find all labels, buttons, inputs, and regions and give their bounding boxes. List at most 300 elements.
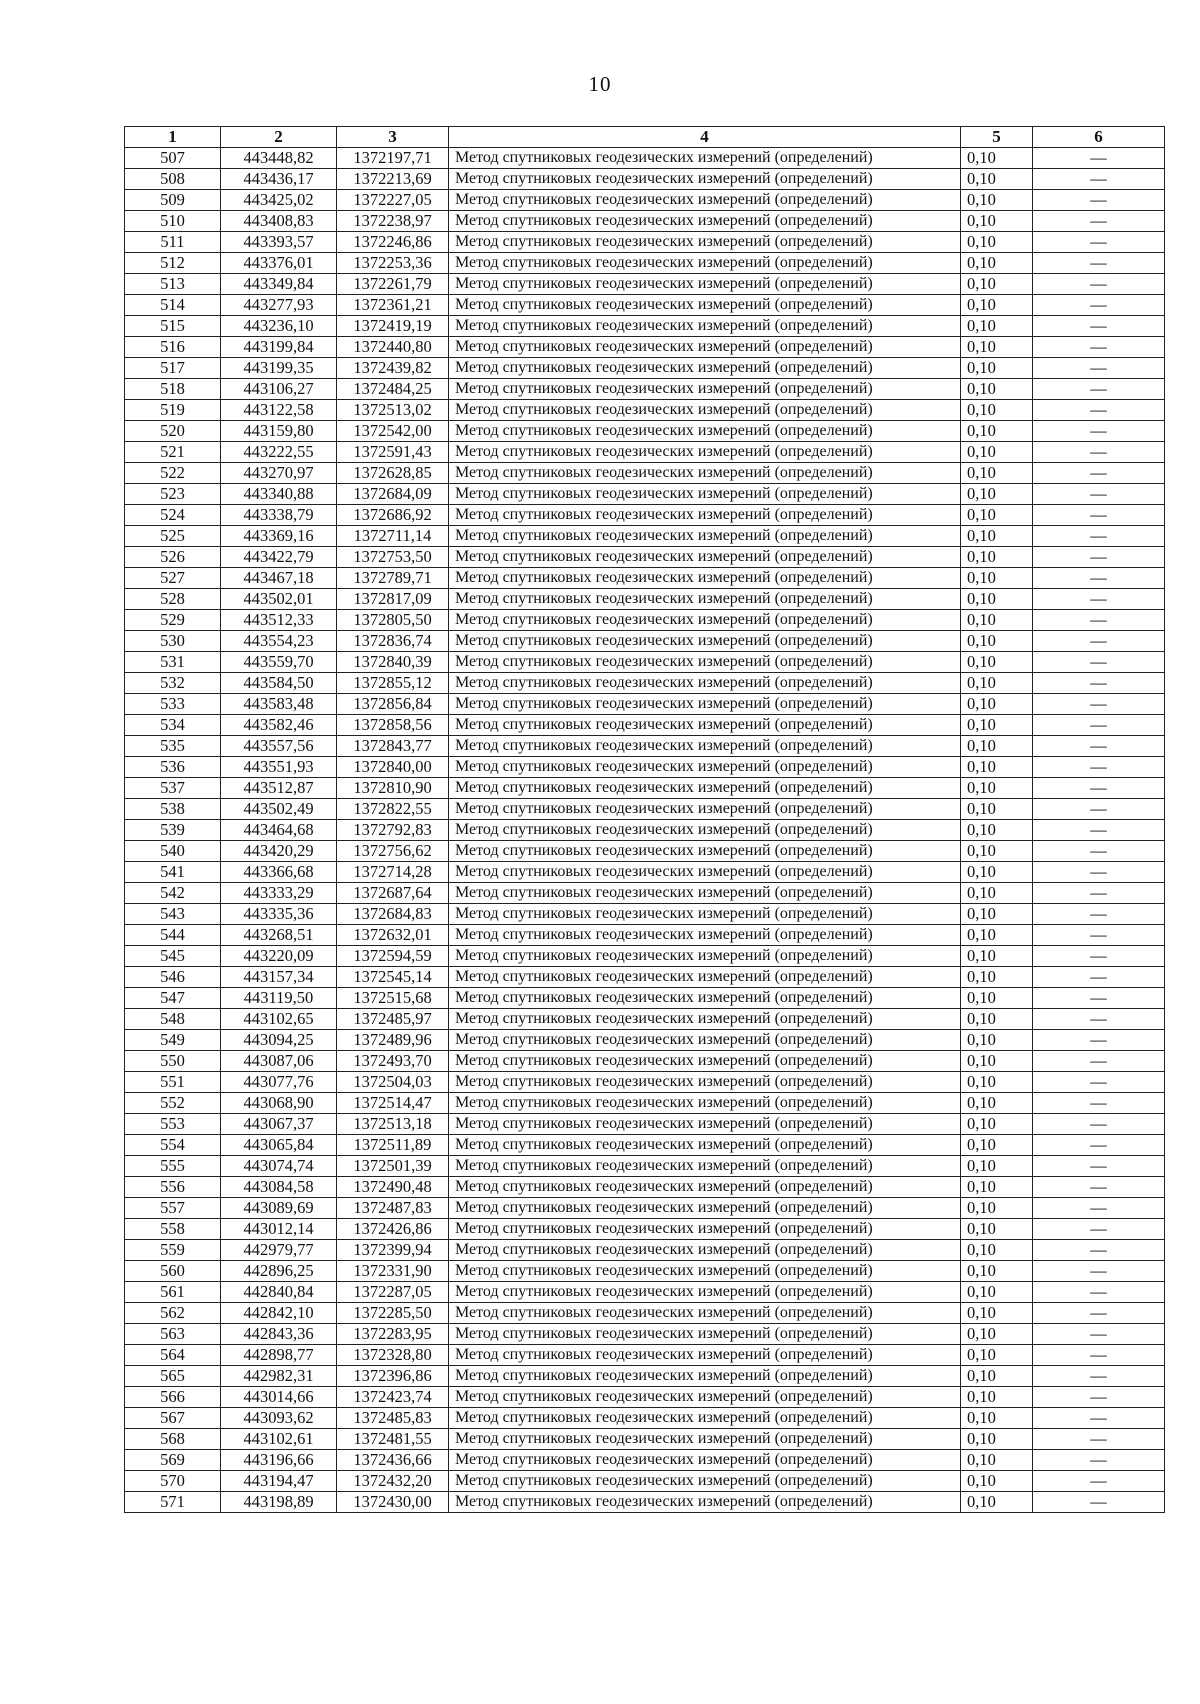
method-cell: Метод спутниковых геодезических измерений (определений) [449, 253, 961, 274]
y-coordinate-cell: 1372487,83 [337, 1198, 449, 1219]
note-cell: — [1033, 1471, 1165, 1492]
y-coordinate-cell: 1372840,00 [337, 757, 449, 778]
x-coordinate-cell: 443408,83 [221, 211, 337, 232]
note-cell: — [1033, 190, 1165, 211]
y-coordinate-cell: 1372213,69 [337, 169, 449, 190]
accuracy-cell: 0,10 [961, 1198, 1033, 1219]
method-cell: Метод спутниковых геодезических измерений (определений) [449, 232, 961, 253]
x-coordinate-cell: 443425,02 [221, 190, 337, 211]
header-col-6: 6 [1033, 127, 1165, 148]
table-row [125, 1093, 1165, 1114]
method-cell: Метод спутниковых геодезических измерений (определений) [449, 526, 961, 547]
method-cell: Метод спутниковых геодезических измерений (определений) [449, 841, 961, 862]
header-col-1: 1 [125, 127, 221, 148]
note-cell: — [1033, 652, 1165, 673]
method-cell: Метод спутниковых геодезических измерений (определений) [449, 463, 961, 484]
point-number-cell: 520 [125, 421, 221, 442]
accuracy-cell: 0,10 [961, 1240, 1033, 1261]
method-cell: Метод спутниковых геодезических измерений (определений) [449, 1114, 961, 1135]
y-coordinate-cell: 1372253,36 [337, 253, 449, 274]
table-row [125, 274, 1165, 295]
table-row [125, 1387, 1165, 1408]
accuracy-cell: 0,10 [961, 631, 1033, 652]
method-cell: Метод спутниковых геодезических измерений (определений) [449, 316, 961, 337]
note-cell: — [1033, 631, 1165, 652]
note-cell: — [1033, 1009, 1165, 1030]
method-cell: Метод спутниковых геодезических измерений (определений) [449, 673, 961, 694]
table-row [125, 526, 1165, 547]
method-cell: Метод спутниковых геодезических измерений (определений) [449, 274, 961, 295]
table-row [125, 1177, 1165, 1198]
accuracy-cell: 0,10 [961, 1030, 1033, 1051]
accuracy-cell: 0,10 [961, 148, 1033, 169]
table-row [125, 400, 1165, 421]
y-coordinate-cell: 1372197,71 [337, 148, 449, 169]
y-coordinate-cell: 1372513,02 [337, 400, 449, 421]
x-coordinate-cell: 443582,46 [221, 715, 337, 736]
method-cell: Метод спутниковых геодезических измерений (определений) [449, 421, 961, 442]
point-number-cell: 537 [125, 778, 221, 799]
x-coordinate-cell: 443068,90 [221, 1093, 337, 1114]
y-coordinate-cell: 1372511,89 [337, 1135, 449, 1156]
table-row [125, 505, 1165, 526]
table-row [125, 232, 1165, 253]
y-coordinate-cell: 1372493,70 [337, 1051, 449, 1072]
note-cell: — [1033, 295, 1165, 316]
y-coordinate-cell: 1372514,47 [337, 1093, 449, 1114]
note-cell: — [1033, 778, 1165, 799]
header-col-3: 3 [337, 127, 449, 148]
method-cell: Метод спутниковых геодезических измерений (определений) [449, 1387, 961, 1408]
accuracy-cell: 0,10 [961, 1282, 1033, 1303]
y-coordinate-cell: 1372439,82 [337, 358, 449, 379]
table-row [125, 673, 1165, 694]
accuracy-cell: 0,10 [961, 1303, 1033, 1324]
point-number-cell: 540 [125, 841, 221, 862]
table-row [125, 1240, 1165, 1261]
method-cell: Метод спутниковых геодезических измерений (определений) [449, 1345, 961, 1366]
method-cell: Метод спутниковых геодезических измерений (определений) [449, 778, 961, 799]
y-coordinate-cell: 1372328,80 [337, 1345, 449, 1366]
x-coordinate-cell: 443065,84 [221, 1135, 337, 1156]
method-cell: Метод спутниковых геодезических измерений (определений) [449, 295, 961, 316]
x-coordinate-cell: 443512,87 [221, 778, 337, 799]
x-coordinate-cell: 442843,36 [221, 1324, 337, 1345]
point-number-cell: 547 [125, 988, 221, 1009]
note-cell: — [1033, 1366, 1165, 1387]
point-number-cell: 558 [125, 1219, 221, 1240]
table-row [125, 1366, 1165, 1387]
y-coordinate-cell: 1372489,96 [337, 1030, 449, 1051]
method-cell: Метод спутниковых геодезических измерений (определений) [449, 904, 961, 925]
y-coordinate-cell: 1372591,43 [337, 442, 449, 463]
x-coordinate-cell: 443584,50 [221, 673, 337, 694]
point-number-cell: 514 [125, 295, 221, 316]
method-cell: Метод спутниковых геодезических измерений (определений) [449, 757, 961, 778]
method-cell: Метод спутниковых геодезических измерений (определений) [449, 1219, 961, 1240]
point-number-cell: 530 [125, 631, 221, 652]
accuracy-cell: 0,10 [961, 1261, 1033, 1282]
accuracy-cell: 0,10 [961, 589, 1033, 610]
note-cell: — [1033, 1450, 1165, 1471]
y-coordinate-cell: 1372436,66 [337, 1450, 449, 1471]
x-coordinate-cell: 443448,82 [221, 148, 337, 169]
note-cell: — [1033, 358, 1165, 379]
note-cell: — [1033, 1324, 1165, 1345]
y-coordinate-cell: 1372858,56 [337, 715, 449, 736]
accuracy-cell: 0,10 [961, 400, 1033, 421]
table-row [125, 841, 1165, 862]
table-row [125, 652, 1165, 673]
note-cell: — [1033, 1072, 1165, 1093]
y-coordinate-cell: 1372687,64 [337, 883, 449, 904]
accuracy-cell: 0,10 [961, 253, 1033, 274]
accuracy-cell: 0,10 [961, 673, 1033, 694]
accuracy-cell: 0,10 [961, 652, 1033, 673]
x-coordinate-cell: 443094,25 [221, 1030, 337, 1051]
point-number-cell: 528 [125, 589, 221, 610]
note-cell: — [1033, 757, 1165, 778]
point-number-cell: 533 [125, 694, 221, 715]
method-cell: Метод спутниковых геодезических измерений (определений) [449, 589, 961, 610]
point-number-cell: 544 [125, 925, 221, 946]
point-number-cell: 552 [125, 1093, 221, 1114]
method-cell: Метод спутниковых геодезических измерений (определений) [449, 211, 961, 232]
accuracy-cell: 0,10 [961, 463, 1033, 484]
x-coordinate-cell: 443340,88 [221, 484, 337, 505]
accuracy-cell: 0,10 [961, 820, 1033, 841]
accuracy-cell: 0,10 [961, 211, 1033, 232]
table-row [125, 820, 1165, 841]
y-coordinate-cell: 1372419,19 [337, 316, 449, 337]
x-coordinate-cell: 443196,66 [221, 1450, 337, 1471]
y-coordinate-cell: 1372792,83 [337, 820, 449, 841]
y-coordinate-cell: 1372331,90 [337, 1261, 449, 1282]
method-cell: Метод спутниковых геодезических измерений (определений) [449, 505, 961, 526]
point-number-cell: 515 [125, 316, 221, 337]
table-row [125, 1282, 1165, 1303]
y-coordinate-cell: 1372840,39 [337, 652, 449, 673]
point-number-cell: 551 [125, 1072, 221, 1093]
note-cell: — [1033, 505, 1165, 526]
method-cell: Метод спутниковых геодезических измерений (определений) [449, 400, 961, 421]
note-cell: — [1033, 379, 1165, 400]
header-col-4: 4 [449, 127, 961, 148]
note-cell: — [1033, 169, 1165, 190]
table-row [125, 148, 1165, 169]
point-number-cell: 524 [125, 505, 221, 526]
table-row [125, 1009, 1165, 1030]
y-coordinate-cell: 1372822,55 [337, 799, 449, 820]
accuracy-cell: 0,10 [961, 715, 1033, 736]
y-coordinate-cell: 1372513,18 [337, 1114, 449, 1135]
note-cell: — [1033, 316, 1165, 337]
y-coordinate-cell: 1372515,68 [337, 988, 449, 1009]
note-cell: — [1033, 820, 1165, 841]
note-cell: — [1033, 673, 1165, 694]
method-cell: Метод спутниковых геодезических измерений (определений) [449, 190, 961, 211]
point-number-cell: 543 [125, 904, 221, 925]
y-coordinate-cell: 1372856,84 [337, 694, 449, 715]
coordinates-table [124, 126, 1165, 1513]
note-cell: — [1033, 1387, 1165, 1408]
table-row [125, 862, 1165, 883]
table-row [125, 925, 1165, 946]
y-coordinate-cell: 1372399,94 [337, 1240, 449, 1261]
x-coordinate-cell: 443157,34 [221, 967, 337, 988]
y-coordinate-cell: 1372432,20 [337, 1471, 449, 1492]
point-number-cell: 512 [125, 253, 221, 274]
x-coordinate-cell: 443198,89 [221, 1492, 337, 1513]
accuracy-cell: 0,10 [961, 442, 1033, 463]
accuracy-cell: 0,10 [961, 1345, 1033, 1366]
point-number-cell: 522 [125, 463, 221, 484]
y-coordinate-cell: 1372817,09 [337, 589, 449, 610]
y-coordinate-cell: 1372484,25 [337, 379, 449, 400]
accuracy-cell: 0,10 [961, 925, 1033, 946]
x-coordinate-cell: 443420,29 [221, 841, 337, 862]
method-cell: Метод спутниковых геодезических измерений (определений) [449, 358, 961, 379]
accuracy-cell: 0,10 [961, 883, 1033, 904]
note-cell: — [1033, 736, 1165, 757]
table-row [125, 1219, 1165, 1240]
table-row [125, 1114, 1165, 1135]
note-cell: — [1033, 841, 1165, 862]
accuracy-cell: 0,10 [961, 1492, 1033, 1513]
note-cell: — [1033, 1093, 1165, 1114]
y-coordinate-cell: 1372361,21 [337, 295, 449, 316]
x-coordinate-cell: 443012,14 [221, 1219, 337, 1240]
x-coordinate-cell: 443236,10 [221, 316, 337, 337]
method-cell: Метод спутниковых геодезических измерений (определений) [449, 1009, 961, 1030]
table-row [125, 484, 1165, 505]
method-cell: Метод спутниковых геодезических измерений (определений) [449, 484, 961, 505]
method-cell: Метод спутниковых геодезических измерений (определений) [449, 1429, 961, 1450]
method-cell: Метод спутниковых геодезических измерений (определений) [449, 1450, 961, 1471]
table-row [125, 736, 1165, 757]
accuracy-cell: 0,10 [961, 1450, 1033, 1471]
point-number-cell: 541 [125, 862, 221, 883]
note-cell: — [1033, 274, 1165, 295]
table-row [125, 547, 1165, 568]
note-cell: — [1033, 148, 1165, 169]
point-number-cell: 523 [125, 484, 221, 505]
point-number-cell: 548 [125, 1009, 221, 1030]
point-number-cell: 538 [125, 799, 221, 820]
method-cell: Метод спутниковых геодезических измерений (определений) [449, 988, 961, 1009]
method-cell: Метод спутниковых геодезических измерений (определений) [449, 1030, 961, 1051]
accuracy-cell: 0,10 [961, 526, 1033, 547]
method-cell: Метод спутниковых геодезических измерений (определений) [449, 1471, 961, 1492]
table-row [125, 610, 1165, 631]
method-cell: Метод спутниковых геодезических измерений (определений) [449, 925, 961, 946]
y-coordinate-cell: 1372594,59 [337, 946, 449, 967]
method-cell: Метод спутниковых геодезических измерений (определений) [449, 1324, 961, 1345]
table-row [125, 1471, 1165, 1492]
point-number-cell: 564 [125, 1345, 221, 1366]
method-cell: Метод спутниковых геодезических измерений (определений) [449, 1408, 961, 1429]
y-coordinate-cell: 1372504,03 [337, 1072, 449, 1093]
method-cell: Метод спутниковых геодезических измерений (определений) [449, 967, 961, 988]
method-cell: Метод спутниковых геодезических измерений (определений) [449, 1072, 961, 1093]
x-coordinate-cell: 443583,48 [221, 694, 337, 715]
note-cell: — [1033, 1345, 1165, 1366]
table-row [125, 1303, 1165, 1324]
x-coordinate-cell: 443077,76 [221, 1072, 337, 1093]
point-number-cell: 513 [125, 274, 221, 295]
x-coordinate-cell: 443199,35 [221, 358, 337, 379]
y-coordinate-cell: 1372283,95 [337, 1324, 449, 1345]
table-row [125, 694, 1165, 715]
y-coordinate-cell: 1372542,00 [337, 421, 449, 442]
note-cell: — [1033, 526, 1165, 547]
method-cell: Метод спутниковых геодезических измерений (определений) [449, 610, 961, 631]
method-cell: Метод спутниковых геодезических измерений (определений) [449, 799, 961, 820]
method-cell: Метод спутниковых геодезических измерений (определений) [449, 1177, 961, 1198]
table-row [125, 211, 1165, 232]
table-row [125, 589, 1165, 610]
y-coordinate-cell: 1372756,62 [337, 841, 449, 862]
accuracy-cell: 0,10 [961, 1051, 1033, 1072]
x-coordinate-cell: 443422,79 [221, 547, 337, 568]
x-coordinate-cell: 443512,33 [221, 610, 337, 631]
x-coordinate-cell: 443335,36 [221, 904, 337, 925]
point-number-cell: 510 [125, 211, 221, 232]
y-coordinate-cell: 1372490,48 [337, 1177, 449, 1198]
point-number-cell: 521 [125, 442, 221, 463]
table-row [125, 1156, 1165, 1177]
method-cell: Метод спутниковых геодезических измерений (определений) [449, 694, 961, 715]
x-coordinate-cell: 442896,25 [221, 1261, 337, 1282]
y-coordinate-cell: 1372545,14 [337, 967, 449, 988]
note-cell: — [1033, 1219, 1165, 1240]
accuracy-cell: 0,10 [961, 547, 1033, 568]
method-cell: Метод спутниковых геодезических измерений (определений) [449, 652, 961, 673]
point-number-cell: 526 [125, 547, 221, 568]
point-number-cell: 508 [125, 169, 221, 190]
note-cell: — [1033, 1030, 1165, 1051]
note-cell: — [1033, 799, 1165, 820]
note-cell: — [1033, 1282, 1165, 1303]
x-coordinate-cell: 443268,51 [221, 925, 337, 946]
point-number-cell: 511 [125, 232, 221, 253]
point-number-cell: 550 [125, 1051, 221, 1072]
x-coordinate-cell: 443102,65 [221, 1009, 337, 1030]
x-coordinate-cell: 443087,06 [221, 1051, 337, 1072]
y-coordinate-cell: 1372481,55 [337, 1429, 449, 1450]
accuracy-cell: 0,10 [961, 967, 1033, 988]
table-row [125, 253, 1165, 274]
y-coordinate-cell: 1372485,97 [337, 1009, 449, 1030]
x-coordinate-cell: 443159,80 [221, 421, 337, 442]
method-cell: Метод спутниковых геодезических измерений (определений) [449, 169, 961, 190]
table-body [125, 148, 1165, 1513]
point-number-cell: 542 [125, 883, 221, 904]
note-cell: — [1033, 1492, 1165, 1513]
point-number-cell: 525 [125, 526, 221, 547]
note-cell: — [1033, 1051, 1165, 1072]
method-cell: Метод спутниковых геодезических измерений (определений) [449, 862, 961, 883]
accuracy-cell: 0,10 [961, 169, 1033, 190]
table-row [125, 1345, 1165, 1366]
accuracy-cell: 0,10 [961, 274, 1033, 295]
accuracy-cell: 0,10 [961, 1387, 1033, 1408]
x-coordinate-cell: 443369,16 [221, 526, 337, 547]
y-coordinate-cell: 1372440,80 [337, 337, 449, 358]
point-number-cell: 545 [125, 946, 221, 967]
note-cell: — [1033, 337, 1165, 358]
accuracy-cell: 0,10 [961, 1072, 1033, 1093]
y-coordinate-cell: 1372805,50 [337, 610, 449, 631]
x-coordinate-cell: 443551,93 [221, 757, 337, 778]
point-number-cell: 532 [125, 673, 221, 694]
accuracy-cell: 0,10 [961, 1324, 1033, 1345]
table-row [125, 631, 1165, 652]
header-col-2: 2 [221, 127, 337, 148]
point-number-cell: 557 [125, 1198, 221, 1219]
note-cell: — [1033, 421, 1165, 442]
accuracy-cell: 0,10 [961, 1471, 1033, 1492]
accuracy-cell: 0,10 [961, 988, 1033, 1009]
y-coordinate-cell: 1372789,71 [337, 568, 449, 589]
method-cell: Метод спутниковых геодезических измерений (определений) [449, 631, 961, 652]
table-row [125, 1198, 1165, 1219]
page-number: 10 [588, 72, 612, 96]
x-coordinate-cell: 443333,29 [221, 883, 337, 904]
accuracy-cell: 0,10 [961, 694, 1033, 715]
accuracy-cell: 0,10 [961, 1219, 1033, 1240]
note-cell: — [1033, 1303, 1165, 1324]
table-row [125, 904, 1165, 925]
point-number-cell: 562 [125, 1303, 221, 1324]
method-cell: Метод спутниковых геодезических измерений (определений) [449, 1135, 961, 1156]
accuracy-cell: 0,10 [961, 379, 1033, 400]
x-coordinate-cell: 443199,84 [221, 337, 337, 358]
note-cell: — [1033, 1156, 1165, 1177]
accuracy-cell: 0,10 [961, 1177, 1033, 1198]
note-cell: — [1033, 1240, 1165, 1261]
x-coordinate-cell: 443464,68 [221, 820, 337, 841]
table-row [125, 883, 1165, 904]
method-cell: Метод спутниковых геодезических измерений (определений) [449, 1492, 961, 1513]
point-number-cell: 529 [125, 610, 221, 631]
table-row [125, 421, 1165, 442]
point-number-cell: 507 [125, 148, 221, 169]
table-row [125, 1492, 1165, 1513]
table-row [125, 1429, 1165, 1450]
x-coordinate-cell: 443122,58 [221, 400, 337, 421]
note-cell: — [1033, 1261, 1165, 1282]
note-cell: — [1033, 232, 1165, 253]
method-cell: Метод спутниковых геодезических измерений (определений) [449, 547, 961, 568]
note-cell: — [1033, 547, 1165, 568]
table-header-row [125, 127, 1165, 148]
point-number-cell: 531 [125, 652, 221, 673]
accuracy-cell: 0,10 [961, 1429, 1033, 1450]
accuracy-cell: 0,10 [961, 1408, 1033, 1429]
table-row [125, 988, 1165, 1009]
x-coordinate-cell: 442898,77 [221, 1345, 337, 1366]
method-cell: Метод спутниковых геодезических измерений (определений) [449, 1051, 961, 1072]
method-cell: Метод спутниковых геодезических измерений (определений) [449, 1156, 961, 1177]
point-number-cell: 535 [125, 736, 221, 757]
point-number-cell: 516 [125, 337, 221, 358]
table-row [125, 1135, 1165, 1156]
y-coordinate-cell: 1372396,86 [337, 1366, 449, 1387]
accuracy-cell: 0,10 [961, 484, 1033, 505]
table-row [125, 379, 1165, 400]
x-coordinate-cell: 442979,77 [221, 1240, 337, 1261]
